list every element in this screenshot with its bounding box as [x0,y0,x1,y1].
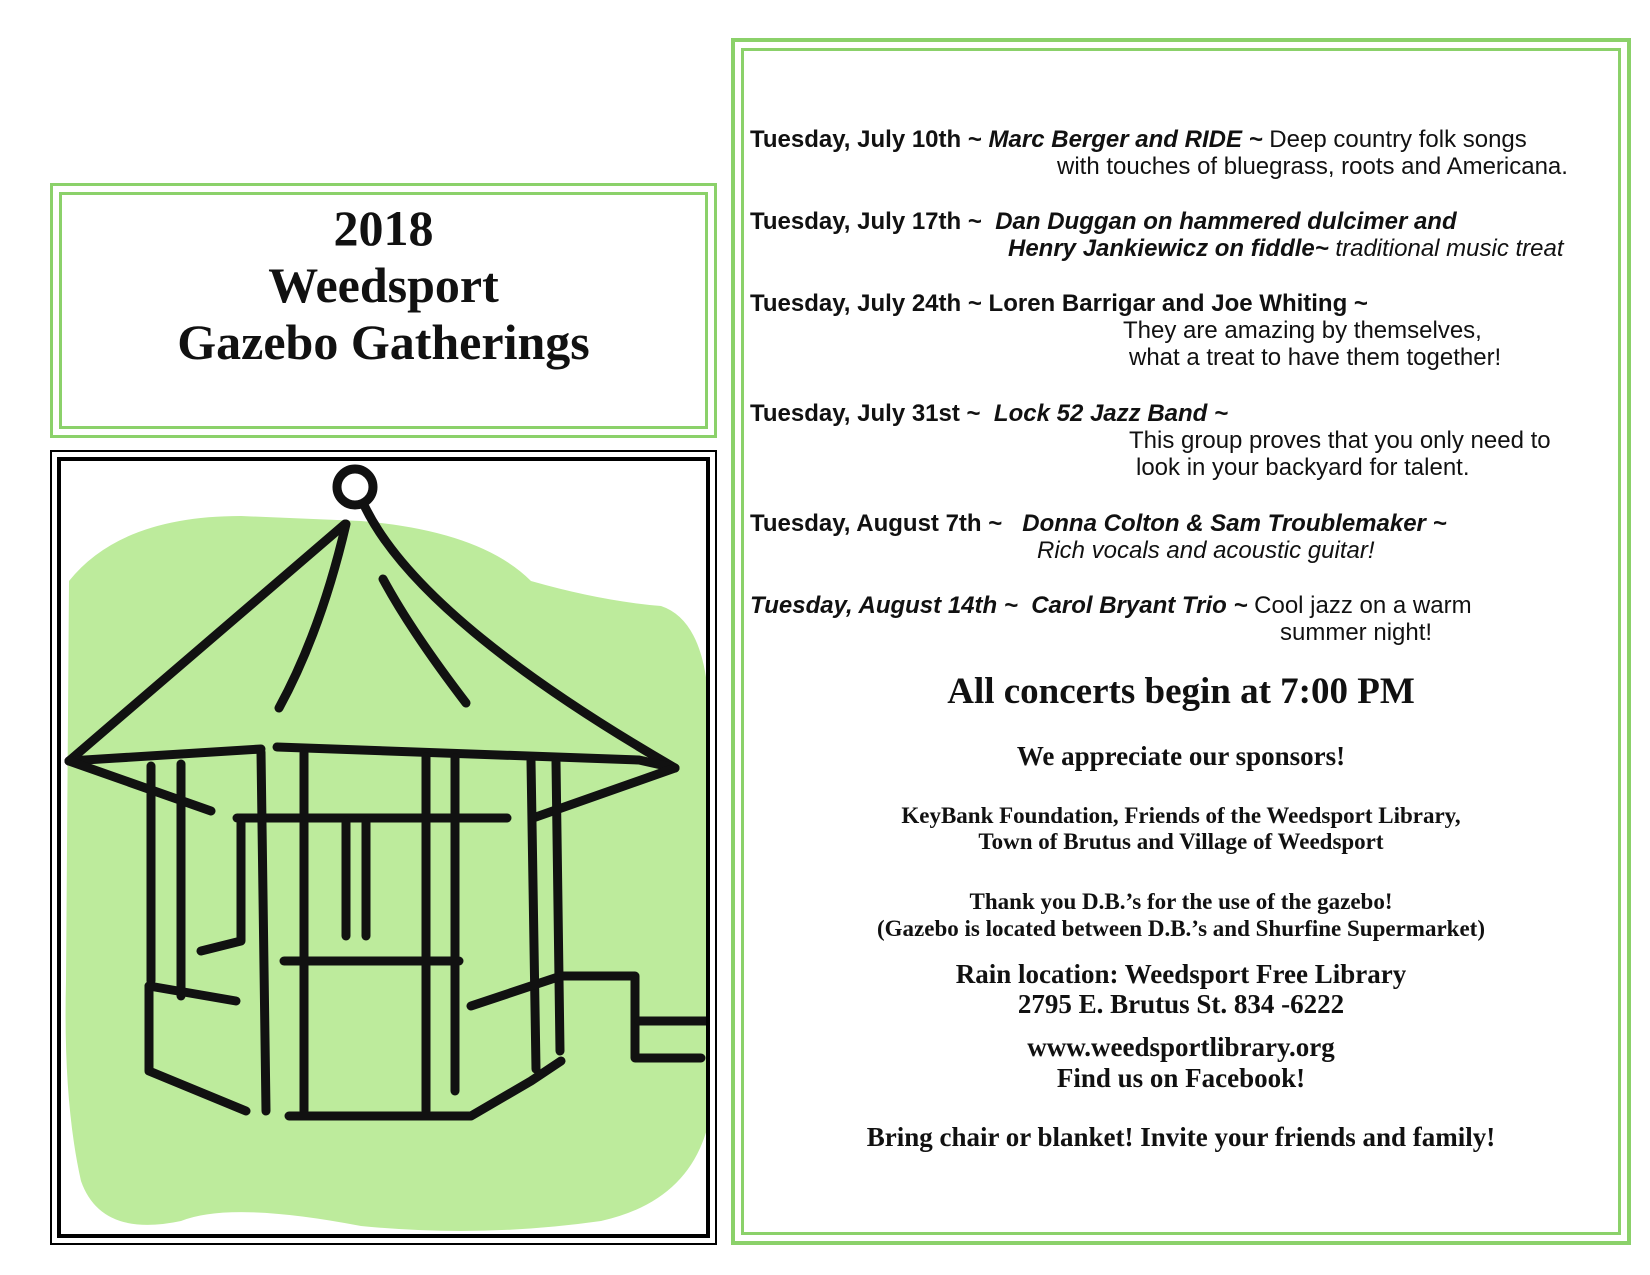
thanks-line-2: (Gazebo is located between D.B.’s and Shurfine Supermarket) [877,916,1485,941]
event-description: They are amazing by themselves, [1123,317,1482,344]
gazebo-icon [61,461,710,1238]
event-performer: Lock 52 Jazz Band ~ [993,400,1228,427]
event-july-31 [750,400,1551,481]
event-july-24 [750,290,1502,371]
event-july-17 [750,208,1564,262]
poster-title [53,200,714,371]
event-description: Rich vocals and acoustic guitar! [1037,537,1375,564]
sponsors-heading: We appreciate our sponsors! [1016,741,1346,771]
title-event-name: Gazebo Gatherings [177,314,590,370]
green-blob-shape [66,516,709,1231]
hanging-ring [337,469,373,505]
event-description-cont: summer night! [1280,619,1433,646]
event-description: traditional music treat [1328,235,1564,262]
event-description: Deep country folk songs [1262,126,1527,153]
illustration-inner-frame [57,457,710,1238]
title-town: Weedsport [268,257,499,313]
event-date: Tuesday, July 17th ~ [750,208,982,235]
event-performer: Dan Duggan on hammered dulcimer and [995,208,1457,235]
sponsors-line-1: KeyBank Foundation, Friends of the Weedsport Library, [901,803,1461,828]
event-performer: Carol Bryant Trio ~ [1031,592,1248,619]
sponsors-line-2: Town of Brutus and Village of Weedsport [978,829,1384,854]
event-description: Cool jazz on a warm [1247,592,1472,619]
event-date: Tuesday, July 24th ~ [750,290,982,317]
title-year: 2018 [333,200,434,256]
start-time-notice: All concerts begin at 7:00 PM [947,671,1415,712]
post-3 [261,752,266,1111]
rain-location-line-1: Rain location: Weedsport Free Library [955,959,1407,989]
event-description-cont: look in your backyard for talent. [1136,454,1470,481]
event-august-14 [750,592,1472,646]
event-date: Tuesday, July 10th ~ [750,126,982,153]
event-description: This group proves that you only need to [1129,427,1551,454]
facebook-notice: Find us on Facebook! [1056,1063,1306,1093]
website-link[interactable]: www.weedsportlibrary.org [1027,1032,1335,1062]
post-8 [556,762,560,1051]
event-description-cont: what a treat to have them together! [1129,344,1502,371]
title-box [50,183,717,438]
event-performer: Donna Colton & Sam Troublemaker ~ [1022,510,1447,537]
event-date: Tuesday, July 31st ~ [750,400,981,427]
event-date: Tuesday, August 14th ~ [750,592,1018,619]
event-performer: Loren Barrigar and Joe Whiting ~ [988,290,1368,317]
illustration-frame [50,450,717,1245]
event-august-7 [750,510,1447,564]
event-performer: Marc Berger and RIDE ~ [988,126,1263,153]
event-performer-cont: Henry Jankiewicz on fiddle~ [1008,235,1329,262]
closing-message: Bring chair or blanket! Invite your friends and family! [866,1122,1496,1152]
event-july-10 [750,126,1568,180]
event-date: Tuesday, August 7th ~ [750,510,1003,537]
event-description-cont: with touches of bluegrass, roots and Americana. [1057,153,1568,180]
post-7 [531,761,536,1069]
thanks-line-1: Thank you D.B.’s for the use of the gazebo! [969,889,1393,914]
rain-location-line-2: 2795 E. Brutus St. 834 -6222 [1017,989,1345,1019]
